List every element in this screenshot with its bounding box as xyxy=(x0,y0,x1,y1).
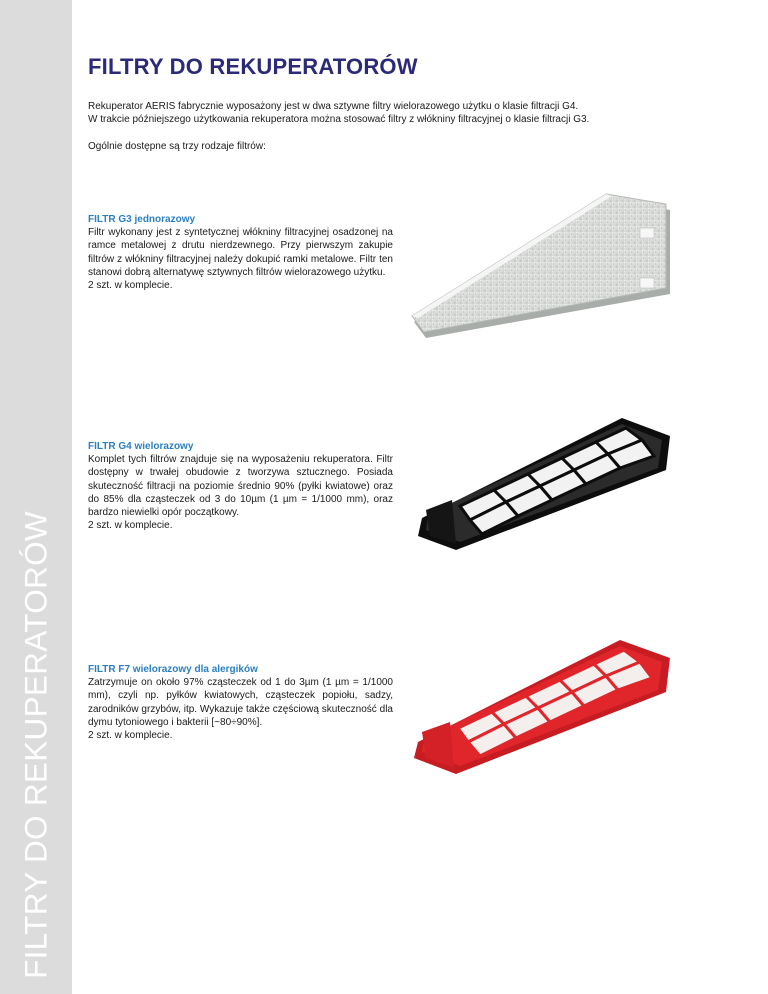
side-title: FILTRY DO REKUPERATORÓW xyxy=(17,511,54,979)
filter-description: Filtr wykonany jest z syntetycznej włókniny filtracyjnej osadzonej na ramce metalowej z drutu nierdzewnego. Przy pierwszym zakupie filtrów z włókniny filtracyjnej należy dokupić ramki metalowe. Filtr ten stanowi dobrą alternatywę sztywnych filtrów wielorazowego użytku. xyxy=(88,227,393,278)
page-title: FILTRY DO REKUPERATORÓW xyxy=(88,54,418,79)
intro-line: W trakcie późniejszego użytkowania rekuperatora można stosować filtry z włókniny filtracyjnej o klasie filtracji G3. xyxy=(88,114,590,125)
f7-filter-photo xyxy=(410,630,674,782)
filter-pieces: 2 szt. w komplecie. xyxy=(88,280,173,292)
filter-section-g4 xyxy=(88,440,393,533)
filter-section-f7 xyxy=(88,663,393,742)
intro-paragraph xyxy=(88,100,648,126)
filter-heading: FILTR G3 jednorazowy xyxy=(88,214,196,225)
filter-heading: FILTR F7 wielorazowy dla alergików xyxy=(88,664,258,675)
side-band xyxy=(0,0,72,994)
filter-description: Komplet tych filtrów znajduje się na wyposażeniu rekuperatora. Filtr dostępny w trwałej obudowie z tworzywa sztucznego. Posiada skuteczność filtracji na poziomie średnio 90% (pyłki kwiatowe) oraz do 85% dla cząsteczek od 3 do 10µm (1 µm = 1/1000 mm), oraz bardzo niewielki opór początkowy. xyxy=(88,454,393,519)
filter-description: Zatrzymuje on około 97% cząsteczek od 1 do 3µm (1 µm = 1/1000 mm), czyli np. pyłków kwiatowych, cząsteczek popiołu, sadzy, zarodników grzybów, itp. Wykazuje także częściową skuteczność dla dymu tytoniowego i bakterii [~80÷90%]. xyxy=(88,677,393,728)
intro-line: Rekuperator AERIS fabrycznie wyposażony jest w dwa sztywne filtry wielorazowego użytku o klasie filtracji G4. xyxy=(88,101,579,112)
filter-heading: FILTR G4 wielorazowy xyxy=(88,441,194,452)
filter-pieces: 2 szt. w komplecie. xyxy=(88,520,173,532)
filter-pieces: 2 szt. w komplecie. xyxy=(88,730,173,742)
g4-filter-photo xyxy=(412,410,674,560)
filter-section-g3 xyxy=(88,213,393,292)
intro-types-line: Ogólnie dostępne są trzy rodzaje filtrów: xyxy=(88,141,266,152)
g3-filter-photo xyxy=(408,190,676,342)
